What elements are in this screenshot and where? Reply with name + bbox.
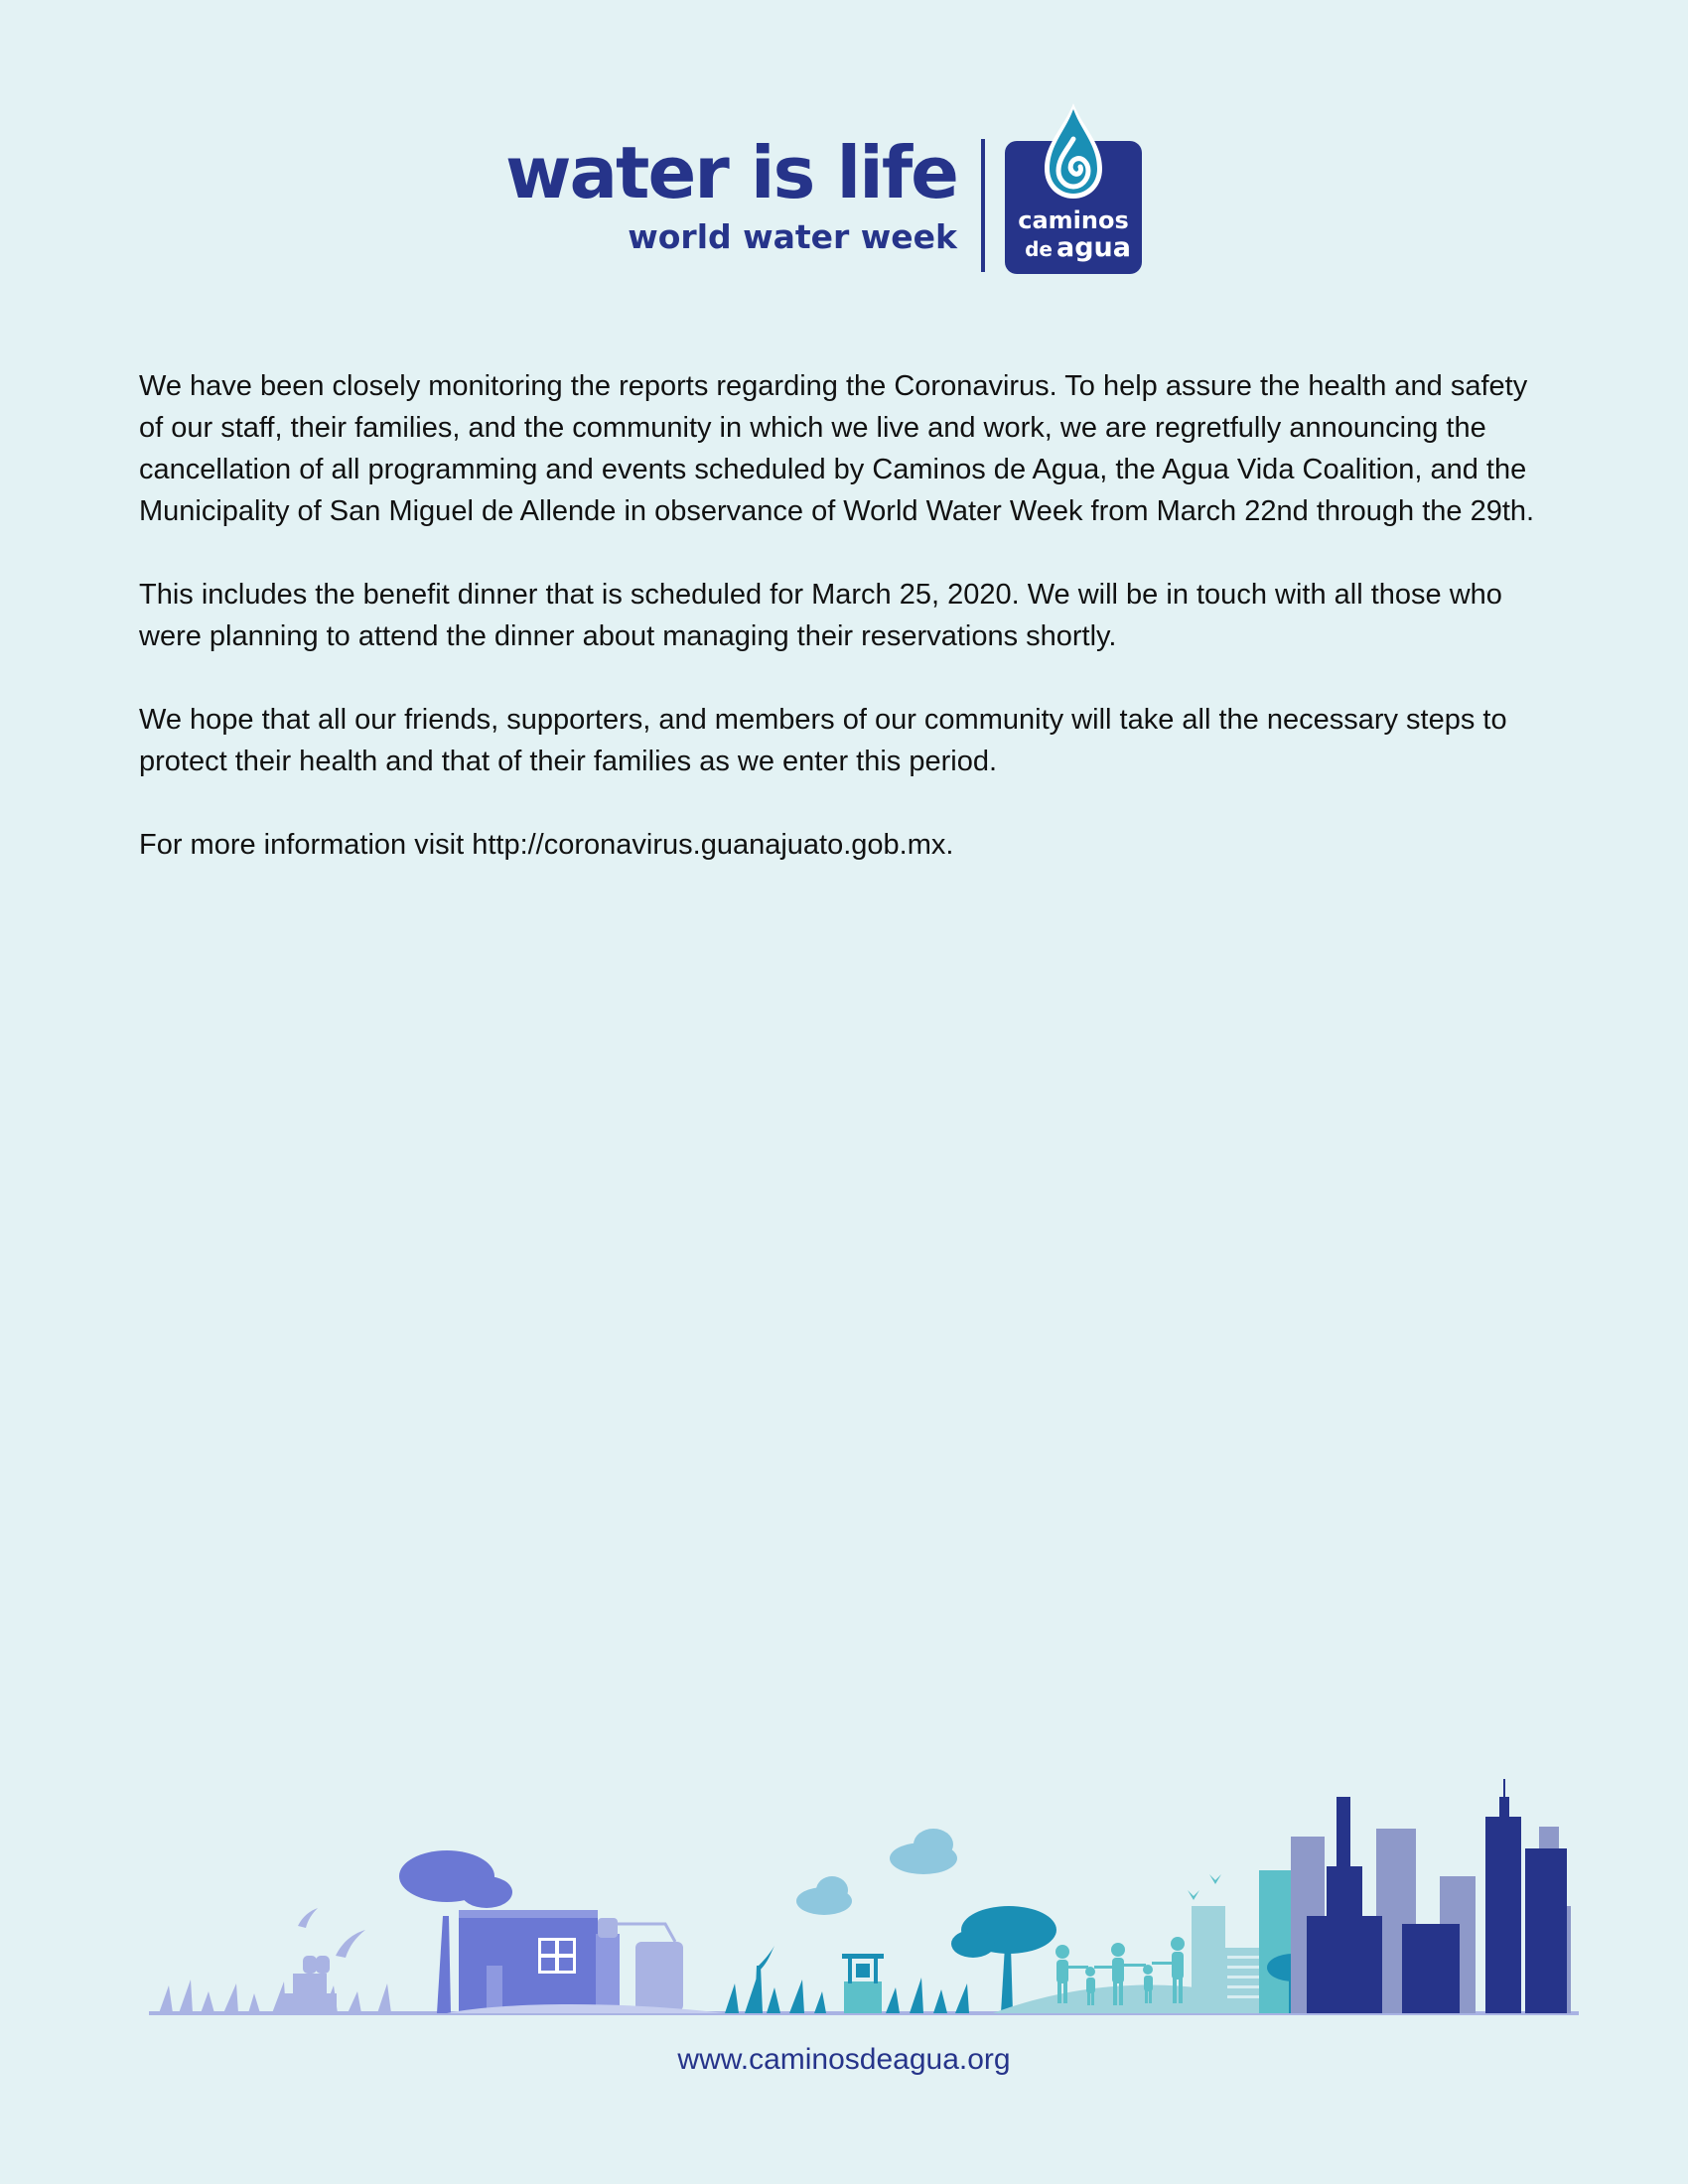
announcement-body (139, 365, 1549, 907)
fountain (283, 1956, 337, 2013)
paragraph-health: We hope that all our friends, supporters, and members of our community will take all the necessary steps to protect their health and that of their families as we enter this period. (139, 704, 1507, 777)
birds (298, 1908, 365, 1958)
building-aqua (1259, 1870, 1293, 2013)
paragraph-benefit-dinner: This includes the benefit dinner that is scheduled for March 25, 2020. We will be in touch with all those who were planning to attend the dinner about managing their reservations shortly. (139, 579, 1502, 652)
header-divider (981, 139, 985, 272)
water-well (842, 1954, 884, 2013)
footer-website-link[interactable]: www.caminosdeagua.org (677, 2043, 1011, 2076)
logo-text-caminos: caminos (1018, 206, 1129, 234)
buildings-navy (1307, 1779, 1567, 2013)
clouds (796, 1829, 957, 1915)
paragraph-cancellation: We have been closely monitoring the reports regarding the Coronavirus. To help assure the health and safety of our staff, their families, and the community in which we live and work, we are regretfully announcing the cancellation of all programming and events scheduled by Caminos de Agua, the Agua Vida Coalition, and the Municipality of San Miguel de Allende in observance of World Water Week from March 22nd through the 29th. (139, 370, 1535, 527)
community-skyline-illustration (149, 1767, 1579, 2025)
logo-text-de: de (1025, 237, 1053, 261)
brand-wordmark (504, 131, 957, 256)
logo-text-agua: agua (1056, 232, 1131, 263)
butterflies (1188, 1874, 1221, 1900)
grass-left (159, 1979, 391, 2013)
caminos-de-agua-logo (1005, 99, 1142, 274)
brand-subtitle: world water week (628, 217, 957, 256)
brand-title: water is life (504, 131, 957, 214)
header (0, 99, 1688, 278)
house (459, 1910, 683, 2013)
water-drop-icon (1045, 103, 1102, 199)
paragraph-more-info: For more information visit http://coronavirus.guanajuato.gob.mx. (139, 829, 954, 861)
